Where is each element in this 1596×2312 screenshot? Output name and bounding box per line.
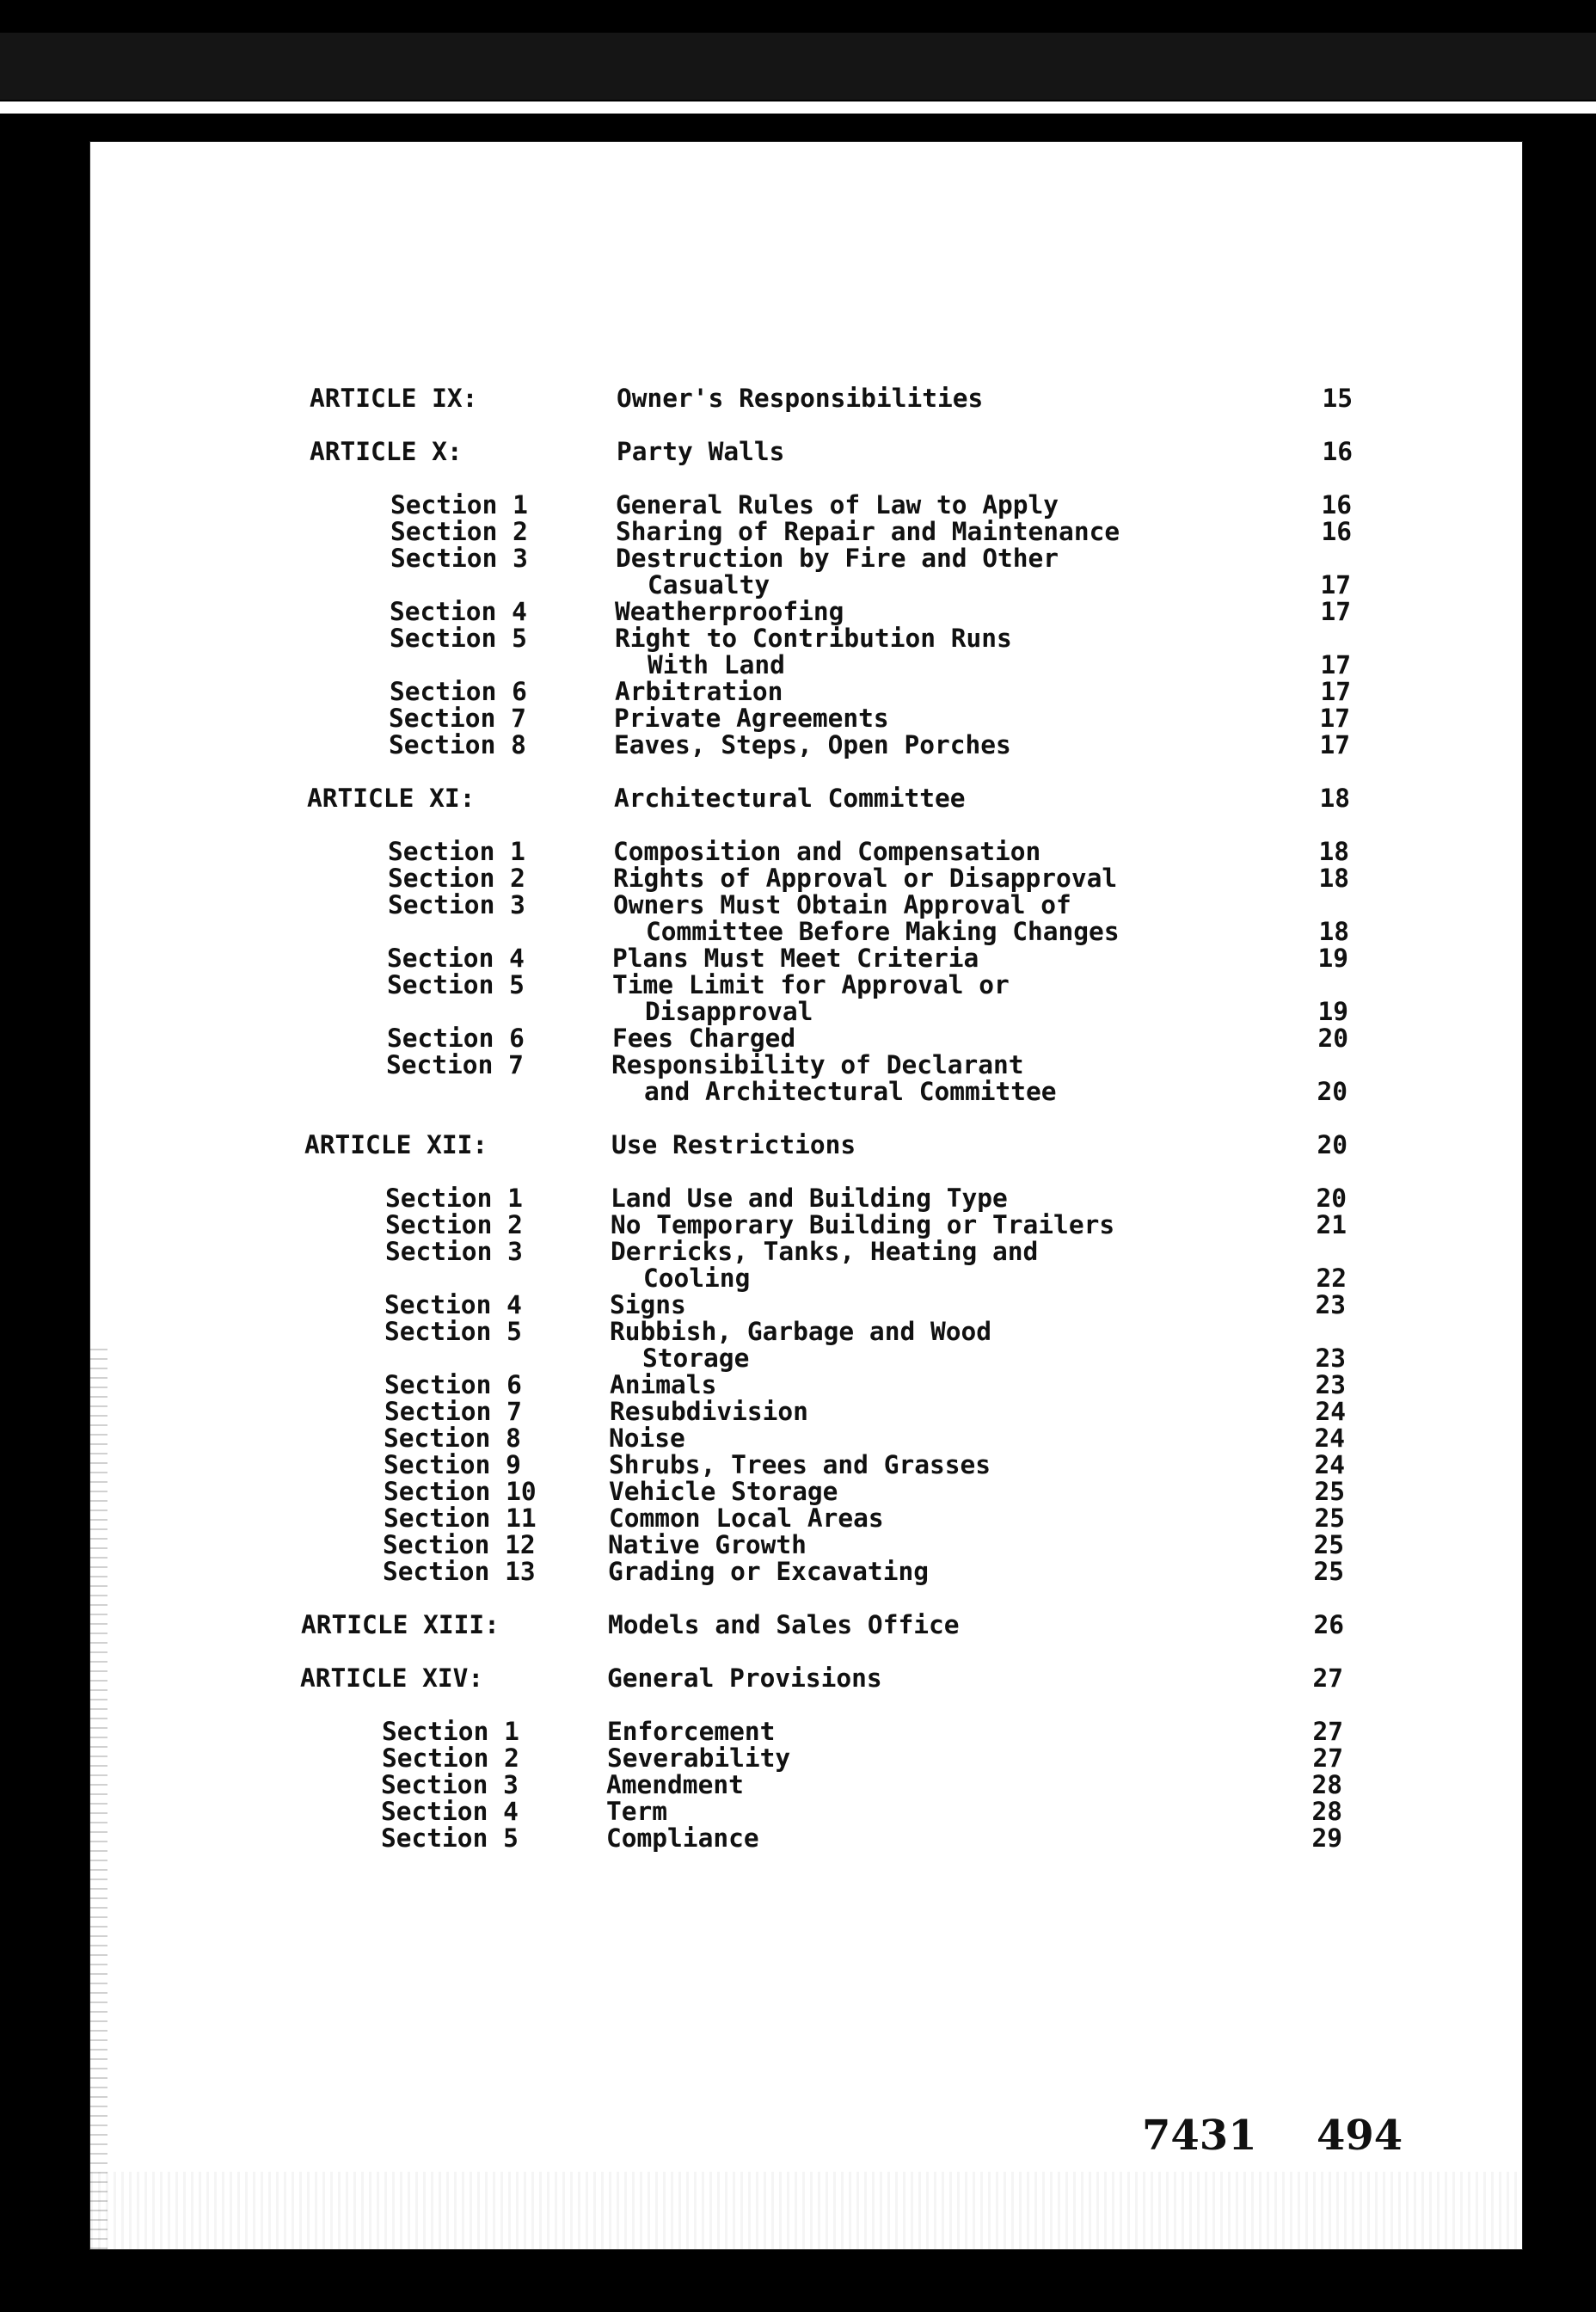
entry-continuation bbox=[90, 918, 1522, 945]
section-label: Section 1 bbox=[390, 490, 528, 520]
page-reference: 20 bbox=[1317, 1077, 1347, 1106]
section-entry bbox=[90, 1424, 1522, 1452]
entry-title: Common Local Areas bbox=[609, 1503, 884, 1533]
section-label: Section 4 bbox=[387, 944, 525, 973]
section-entry bbox=[90, 1558, 1522, 1585]
section-label: Section 8 bbox=[384, 1423, 521, 1453]
section-label: Section 9 bbox=[384, 1450, 521, 1479]
section-entry bbox=[90, 1024, 1522, 1052]
page-reference: 24 bbox=[1314, 1450, 1345, 1479]
scan-header-band bbox=[0, 33, 1596, 100]
section-entry bbox=[90, 1051, 1522, 1079]
page-reference: 17 bbox=[1320, 677, 1351, 706]
section-entry bbox=[90, 678, 1522, 705]
entry-title: Weatherproofing bbox=[615, 597, 844, 626]
page-reference: 19 bbox=[1317, 944, 1348, 973]
section-label: Section 3 bbox=[388, 890, 525, 919]
page-reference: 28 bbox=[1311, 1770, 1342, 1799]
section-label: Section 4 bbox=[390, 597, 527, 626]
entry-title: Arbitration bbox=[615, 677, 783, 706]
section-entry bbox=[90, 1478, 1522, 1505]
entry-title: Owners Must Obtain Approval of bbox=[613, 890, 1071, 919]
section-entry bbox=[90, 1318, 1522, 1345]
page-reference: 17 bbox=[1319, 730, 1350, 759]
section-entry bbox=[90, 704, 1522, 732]
entry-title: Right to Contribution Runs bbox=[615, 624, 1012, 653]
entry-title: Plans Must Meet Criteria bbox=[612, 944, 979, 973]
document-page bbox=[90, 142, 1522, 2249]
entry-title: Destruction by Fire and Other bbox=[616, 544, 1059, 573]
entry-title: Storage bbox=[642, 1344, 750, 1373]
entry-title: Noise bbox=[609, 1423, 685, 1453]
entry-title: Disapproval bbox=[645, 997, 813, 1026]
entry-title: Owner's Responsibilities bbox=[617, 384, 984, 413]
entry-continuation bbox=[90, 651, 1522, 679]
entry-title: and Architectural Committee bbox=[644, 1077, 1057, 1106]
section-label: Section 2 bbox=[390, 517, 528, 546]
page-reference: 17 bbox=[1320, 570, 1351, 600]
section-label: Section 1 bbox=[382, 1717, 519, 1746]
section-entry bbox=[90, 944, 1522, 972]
page-reference: 20 bbox=[1317, 1024, 1348, 1053]
entry-title: Enforcement bbox=[607, 1717, 776, 1746]
page-reference: 20 bbox=[1316, 1184, 1347, 1213]
section-label: Section 13 bbox=[383, 1557, 536, 1586]
entry-title: Private Agreements bbox=[614, 704, 889, 733]
article-label: ARTICLE XI: bbox=[307, 784, 476, 813]
section-entry bbox=[90, 1211, 1522, 1239]
scan-noise bbox=[90, 2172, 1522, 2249]
page-reference: 24 bbox=[1315, 1397, 1346, 1426]
section-label: Section 7 bbox=[386, 1050, 524, 1079]
entry-title: Grading or Excavating bbox=[608, 1557, 929, 1586]
article-label: ARTICLE X: bbox=[310, 437, 463, 466]
section-label: Section 5 bbox=[381, 1823, 519, 1853]
document-number: 7431 bbox=[1142, 2112, 1257, 2160]
section-label: Section 6 bbox=[390, 677, 527, 706]
entry-continuation bbox=[90, 1264, 1522, 1292]
section-label: Section 6 bbox=[384, 1370, 522, 1399]
section-label: Section 3 bbox=[385, 1237, 523, 1266]
entry-title: Sharing of Repair and Maintenance bbox=[616, 517, 1120, 546]
section-entry bbox=[90, 891, 1522, 919]
entry-title: Party Walls bbox=[617, 437, 785, 466]
entry-continuation bbox=[90, 998, 1522, 1025]
page-reference: 17 bbox=[1320, 597, 1351, 626]
entry-title: Cooling bbox=[643, 1264, 751, 1293]
article-entry bbox=[90, 1131, 1522, 1159]
section-entry bbox=[90, 1184, 1522, 1212]
page-number: 494 bbox=[1317, 2112, 1403, 2160]
page-reference: 27 bbox=[1312, 1663, 1343, 1693]
entry-title: Eaves, Steps, Open Porches bbox=[614, 730, 1011, 759]
entry-continuation bbox=[90, 571, 1522, 599]
section-entry bbox=[90, 1451, 1522, 1479]
section-entry bbox=[90, 518, 1522, 545]
section-entry bbox=[90, 731, 1522, 759]
section-entry bbox=[90, 1531, 1522, 1559]
entry-title: Rights of Approval or Disapproval bbox=[613, 864, 1118, 893]
article-entry bbox=[90, 384, 1522, 412]
entry-title: Amendment bbox=[606, 1770, 744, 1799]
entry-title: Responsibility of Declarant bbox=[611, 1050, 1024, 1079]
page-reference: 25 bbox=[1313, 1530, 1344, 1559]
entry-title: Use Restrictions bbox=[611, 1130, 856, 1159]
section-label: Section 11 bbox=[384, 1503, 537, 1533]
entry-title: Rubbish, Garbage and Wood bbox=[610, 1317, 992, 1346]
section-label: Section 3 bbox=[381, 1770, 519, 1799]
article-entry bbox=[90, 1611, 1522, 1639]
entry-title: Time Limit for Approval or bbox=[612, 970, 1010, 999]
entry-continuation bbox=[90, 1078, 1522, 1105]
section-entry bbox=[90, 1371, 1522, 1399]
section-label: Section 6 bbox=[387, 1024, 525, 1053]
page-reference: 23 bbox=[1315, 1344, 1346, 1373]
article-entry bbox=[90, 784, 1522, 812]
page-reference: 24 bbox=[1314, 1423, 1345, 1453]
section-label: Section 4 bbox=[381, 1797, 519, 1826]
entry-title: Land Use and Building Type bbox=[611, 1184, 1008, 1213]
page-reference: 22 bbox=[1316, 1264, 1347, 1293]
article-label: ARTICLE XIV: bbox=[300, 1663, 484, 1693]
section-label: Section 4 bbox=[384, 1290, 522, 1319]
page-reference: 23 bbox=[1315, 1370, 1346, 1399]
entry-title: Composition and Compensation bbox=[613, 837, 1041, 866]
entry-title: Severability bbox=[607, 1743, 791, 1773]
page-reference: 17 bbox=[1320, 650, 1351, 679]
section-entry bbox=[90, 971, 1522, 999]
page-reference: 18 bbox=[1318, 837, 1349, 866]
section-label: Section 12 bbox=[383, 1530, 536, 1559]
entry-title: No Temporary Building or Trailers bbox=[611, 1210, 1115, 1239]
section-entry bbox=[90, 624, 1522, 652]
page-reference: 25 bbox=[1313, 1557, 1344, 1586]
section-label: Section 3 bbox=[390, 544, 528, 573]
section-label: Section 5 bbox=[384, 1317, 522, 1346]
page-reference: 16 bbox=[1322, 437, 1353, 466]
section-entry bbox=[90, 1291, 1522, 1319]
entry-title: With Land bbox=[648, 650, 785, 679]
section-entry bbox=[90, 864, 1522, 892]
page-reference: 18 bbox=[1319, 784, 1350, 813]
entry-title: Shrubs, Trees and Grasses bbox=[609, 1450, 991, 1479]
page-reference: 18 bbox=[1318, 917, 1349, 946]
section-entry bbox=[90, 1238, 1522, 1265]
page-reference: 16 bbox=[1321, 517, 1352, 546]
page-reference: 25 bbox=[1314, 1477, 1345, 1506]
section-entry bbox=[90, 1824, 1522, 1852]
entry-title: Vehicle Storage bbox=[609, 1477, 838, 1506]
entry-title: General Provisions bbox=[607, 1663, 882, 1693]
entry-title: Native Growth bbox=[608, 1530, 807, 1559]
section-entry bbox=[90, 1504, 1522, 1532]
section-entry bbox=[90, 1398, 1522, 1425]
section-label: Section 2 bbox=[382, 1743, 519, 1773]
page-reference: 29 bbox=[1311, 1823, 1342, 1853]
entry-title: Derricks, Tanks, Heating and bbox=[611, 1237, 1039, 1266]
page-reference: 18 bbox=[1318, 864, 1349, 893]
section-label: Section 7 bbox=[384, 1397, 522, 1426]
section-label: Section 10 bbox=[384, 1477, 537, 1506]
page-reference: 27 bbox=[1312, 1743, 1343, 1773]
section-entry bbox=[90, 1771, 1522, 1799]
entry-title: Term bbox=[606, 1797, 668, 1826]
entry-title: Resubdivision bbox=[610, 1397, 808, 1426]
section-entry bbox=[90, 838, 1522, 865]
page-reference: 21 bbox=[1316, 1210, 1347, 1239]
section-label: Section 2 bbox=[385, 1210, 523, 1239]
article-entry bbox=[90, 438, 1522, 465]
section-label: Section 5 bbox=[387, 970, 525, 999]
entry-title: Models and Sales Office bbox=[608, 1610, 960, 1639]
entry-title: Animals bbox=[610, 1370, 717, 1399]
page-reference: 26 bbox=[1313, 1610, 1344, 1639]
page-reference: 15 bbox=[1322, 384, 1353, 413]
section-label: Section 8 bbox=[389, 730, 526, 759]
entry-title: Signs bbox=[610, 1290, 686, 1319]
page-reference: 16 bbox=[1321, 490, 1352, 520]
section-entry bbox=[90, 1798, 1522, 1825]
section-entry bbox=[90, 598, 1522, 625]
article-label: ARTICLE IX: bbox=[310, 384, 478, 413]
section-entry bbox=[90, 1718, 1522, 1745]
entry-title: Casualty bbox=[648, 570, 770, 600]
page-reference: 23 bbox=[1315, 1290, 1346, 1319]
page-reference: 27 bbox=[1312, 1717, 1343, 1746]
page-reference: 20 bbox=[1317, 1130, 1347, 1159]
section-entry bbox=[90, 1744, 1522, 1772]
page-reference: 17 bbox=[1319, 704, 1350, 733]
entry-title: Architectural Committee bbox=[614, 784, 966, 813]
page-reference: 19 bbox=[1317, 997, 1348, 1026]
article-label: ARTICLE XIII: bbox=[301, 1610, 500, 1639]
section-label: Section 7 bbox=[389, 704, 526, 733]
section-label: Section 2 bbox=[388, 864, 525, 893]
page-reference: 25 bbox=[1314, 1503, 1345, 1533]
section-label: Section 5 bbox=[390, 624, 527, 653]
entry-title: General Rules of Law to Apply bbox=[616, 490, 1059, 520]
entry-title: Committee Before Making Changes bbox=[646, 917, 1120, 946]
entry-title: Fees Charged bbox=[612, 1024, 796, 1053]
section-entry bbox=[90, 544, 1522, 572]
scan-header-strip bbox=[0, 101, 1596, 114]
entry-title: Compliance bbox=[606, 1823, 759, 1853]
page-reference: 28 bbox=[1311, 1797, 1342, 1826]
section-label: Section 1 bbox=[385, 1184, 523, 1213]
scan-edge-noise bbox=[90, 1346, 107, 2249]
section-entry bbox=[90, 491, 1522, 519]
section-label: Section 1 bbox=[388, 837, 525, 866]
entry-continuation bbox=[90, 1344, 1522, 1372]
article-entry bbox=[90, 1664, 1522, 1692]
article-label: ARTICLE XII: bbox=[304, 1130, 488, 1159]
